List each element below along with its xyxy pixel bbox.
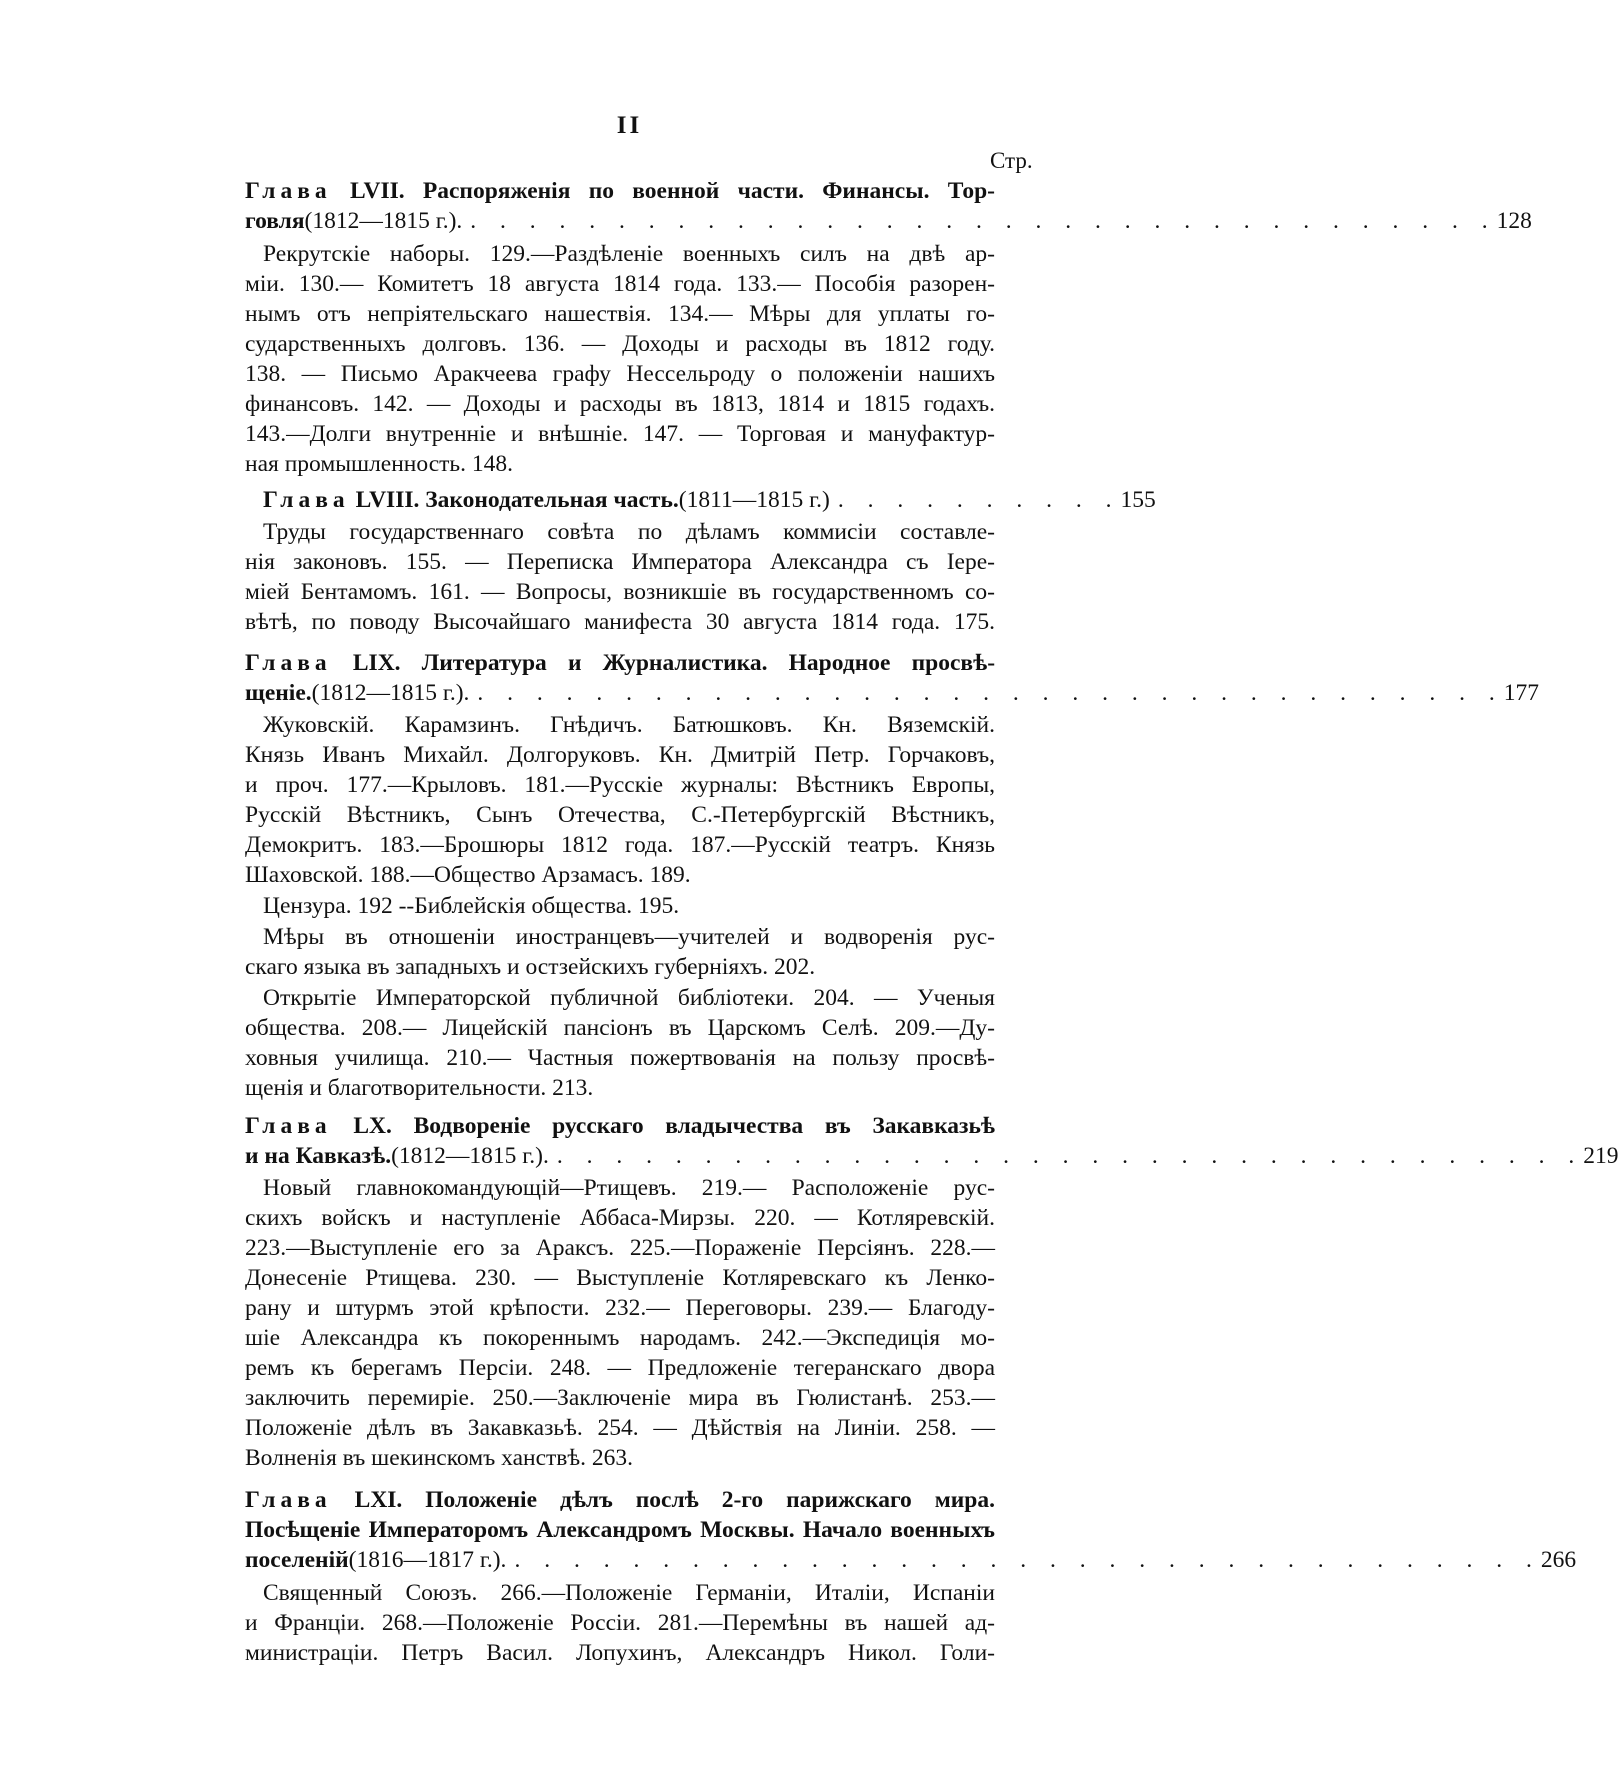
chapter-page: 177 [1503, 680, 1540, 706]
summary-line: Труды государственнаго совѣта по дѣламъ коммисіи составле- [263, 519, 995, 545]
chapter-title: Распоряженія по военной части. Финансы. Тор- [422, 178, 995, 204]
summary-line: и Франціи. 268.—Положеніе Россіи. 281.—Перемѣны въ нашей ад- [245, 1610, 995, 1636]
chapter-heading-line [245, 176, 995, 206]
chapter-heading-line [245, 1485, 995, 1515]
chapter-years: (1812—1815 г.). [304, 208, 463, 234]
toc-entry-line: говля (1812—1815 г.). . . . . . . . . . . . . . . . . . . . . . . . . . . . . . . . . . . . 128 [245, 208, 1532, 234]
summary-line: міей Бентамомъ. 161. — Вопросы, возникшіе въ государственномъ со- [245, 579, 995, 605]
chapter-heading-line [245, 648, 995, 678]
summary-line: Рекрутскіе наборы. 129.—Раздѣленіе военныхъ силъ на двѣ ар- [263, 241, 995, 267]
summary-line: Открытіе Императорской публичной библіотеки. 204. — Ученыя [263, 985, 995, 1011]
summary-line: министраціи. Петръ Васил. Лопухинъ, Александръ Никол. Голи- [245, 1640, 995, 1666]
summary-line: сударственныхъ долговъ. 136. — Доходы и расходы въ 1812 году. [245, 331, 995, 357]
summary-line: общества. 208.— Лицейскій пансіонъ въ Царскомъ Селѣ. 209.—Ду- [245, 1015, 995, 1041]
chapter-title: Литература и Журналистика. Народное просвѣ- [421, 650, 996, 676]
chapter-label: Глава [263, 487, 350, 513]
summary-line: Демокритъ. 183.—Брошюры 1812 года. 187.—Русскій театръ. Князь [245, 832, 995, 858]
summary-line: Шаховской. 188.—Общество Арзамасъ. 189. [245, 862, 691, 888]
summary-line: міи. 130.— Комитетъ 18 августа 1814 года. 133.— Пособія разорен- [245, 271, 995, 297]
summary-line: Князь Иванъ Михайл. Долгоруковъ. Кн. Дмитрій Петр. Горчаковъ, [245, 742, 995, 768]
chapter-years: (1811—1815 г.) [678, 487, 830, 513]
summary-line: 138. — Письмо Аракчеева графу Нессельроду о положеніи нашихъ [245, 361, 995, 387]
summary-line: шіе Александра къ покореннымъ народамъ. 242.—Экспедиція мо- [245, 1325, 995, 1351]
summary-line: Цензура. 192 --Библейскія общества. 195. [263, 893, 680, 919]
summary-line: Жуковскій. Карамзинъ. Гнѣдичъ. Батюшковъ. Кн. Вяземскій. [263, 712, 995, 738]
chapter-label: Глава [245, 1487, 332, 1513]
summary-line: Донесеніе Ртищева. 230. — Выступленіе Котляревскаго къ Ленко- [245, 1265, 995, 1291]
chapter-label: Глава [245, 1113, 332, 1139]
chapter-title: Посѣщеніе Императоромъ Александромъ Москвы. Начало военныхъ [245, 1517, 995, 1543]
chapter-label: Глава [245, 650, 332, 676]
chapter-number: LXI. [354, 1487, 403, 1513]
chapter-number: LIX. [352, 650, 401, 676]
chapter-title-end: Законодательная часть. [425, 487, 679, 513]
summary-line: Положеніе дѣлъ въ Закавказьѣ. 254. — Дѣйствія на Линіи. 258. — [245, 1415, 995, 1441]
toc-entry-line: Глава LVIII. Законодательная часть. (1811—1815 г.) . . . . . . . . . . 155 [245, 485, 1040, 515]
page-number: II [616, 112, 643, 139]
summary-line: нымъ отъ непріятельскаго нашествія. 134.— Мѣры для уплаты го- [245, 301, 995, 327]
summary-line: 143.—Долги внутренніе и внѣшніе. 147. — Торговая и мануфактур- [245, 421, 995, 447]
summary-line: вѣтѣ, по поводу Высочайшаго манифеста 30 августа 1814 года. 175. [245, 609, 995, 635]
summary-line: ховныя училища. 210.— Частныя пожертвованія на пользу просвѣ- [245, 1045, 995, 1071]
chapter-heading-line [245, 1111, 995, 1141]
summary-line: Русскій Вѣстникъ, Сынъ Отечества, С.-Петербургскій Вѣстникъ, [245, 802, 995, 828]
chapter-years: (1812—1815 г.). [391, 1143, 549, 1169]
chapter-title-end: поселеній [245, 1547, 349, 1573]
summary-line: ная промышленность. 148. [245, 451, 514, 477]
summary-line: щенія и благотворительности. 213. [245, 1075, 594, 1101]
summary-line: нія законовъ. 155. — Переписка Императора Александра съ Іере- [245, 549, 995, 575]
toc-entry-line: поселеній (1816—1817 г.). . . . . . . . . . . . . . . . . . . . . . . . . . . . . . . . . . . . 266 [245, 1547, 1577, 1573]
summary-line: и проч. 177.—Крыловъ. 181.—Русскіе журналы: Вѣстникъ Европы, [245, 772, 995, 798]
summary-line: скаго языка въ западныхъ и остзейскихъ губерніяхъ. 202. [245, 954, 816, 980]
chapter-label: Глава [245, 178, 332, 204]
chapter-title-end: говля [245, 208, 305, 234]
summary-line: финансовъ. 142. — Доходы и расходы въ 1813, 1814 и 1815 годахъ. [245, 391, 995, 417]
summary-line: рану и штурмъ этой крѣпости. 232.— Переговоры. 239.— Благоду- [245, 1295, 995, 1321]
summary-line: 223.—Выступленіе его за Араксъ. 225.—Пораженіе Персіянъ. 228.— [245, 1235, 995, 1261]
chapter-years: (1816—1817 г.). [348, 1547, 507, 1573]
chapter-page: 155 [1120, 487, 1156, 513]
summary-line: Новый главнокомандующій—Ртищевъ. 219.— Расположеніе рус- [263, 1175, 995, 1201]
chapter-page: 128 [1496, 208, 1532, 234]
summary-line: заключить перемиріе. 250.—Заключеніе мира въ Гюлистанѣ. 253.— [245, 1385, 995, 1411]
chapter-title-end: и на Кавказѣ. [245, 1143, 392, 1169]
chapter-years: (1812—1815 г.). [311, 680, 470, 706]
chapter-number: LVIII. [355, 487, 420, 513]
chapter-title: Водвореніе русскаго владычества въ Закавказьѣ [413, 1113, 996, 1139]
summary-line: ремъ къ берегамъ Персіи. 248. — Предложеніе тегеранскаго двора [245, 1355, 995, 1381]
summary-line: Мѣры въ отношеніи иностранцевъ—учителей и водворенія рус- [263, 924, 995, 950]
toc-entry-line: щеніе. (1812—1815 г.). . . . . . . . . . . . . . . . . . . . . . . . . . . . . . . . . . . . 177 [245, 680, 1540, 706]
toc-entry-line: и на Кавказѣ. (1812—1815 г.). . . . . . . . . . . . . . . . . . . . . . . . . . . . . . . . . . . . 219 [245, 1143, 1619, 1169]
summary-line: скихъ войскъ и наступленіе Аббаса-Мирзы. 220. — Котляревскій. [245, 1205, 995, 1231]
page-column-label: Стр. [990, 148, 1033, 173]
chapter-page: 219 [1583, 1143, 1619, 1169]
summary-line: Волненія въ шекинскомъ ханствѣ. 263. [245, 1445, 634, 1471]
chapter-number: LVII. [349, 178, 405, 204]
chapter-title: Положеніе дѣлъ послѣ 2-го парижскаго мира. [425, 1487, 995, 1513]
chapter-number: LX. [353, 1113, 392, 1139]
chapter-title-end: щеніе. [245, 680, 312, 706]
summary-line: Священный Союзъ. 266.—Положеніе Германіи, Италіи, Испаніи [263, 1580, 995, 1606]
chapter-page: 266 [1540, 1547, 1577, 1573]
